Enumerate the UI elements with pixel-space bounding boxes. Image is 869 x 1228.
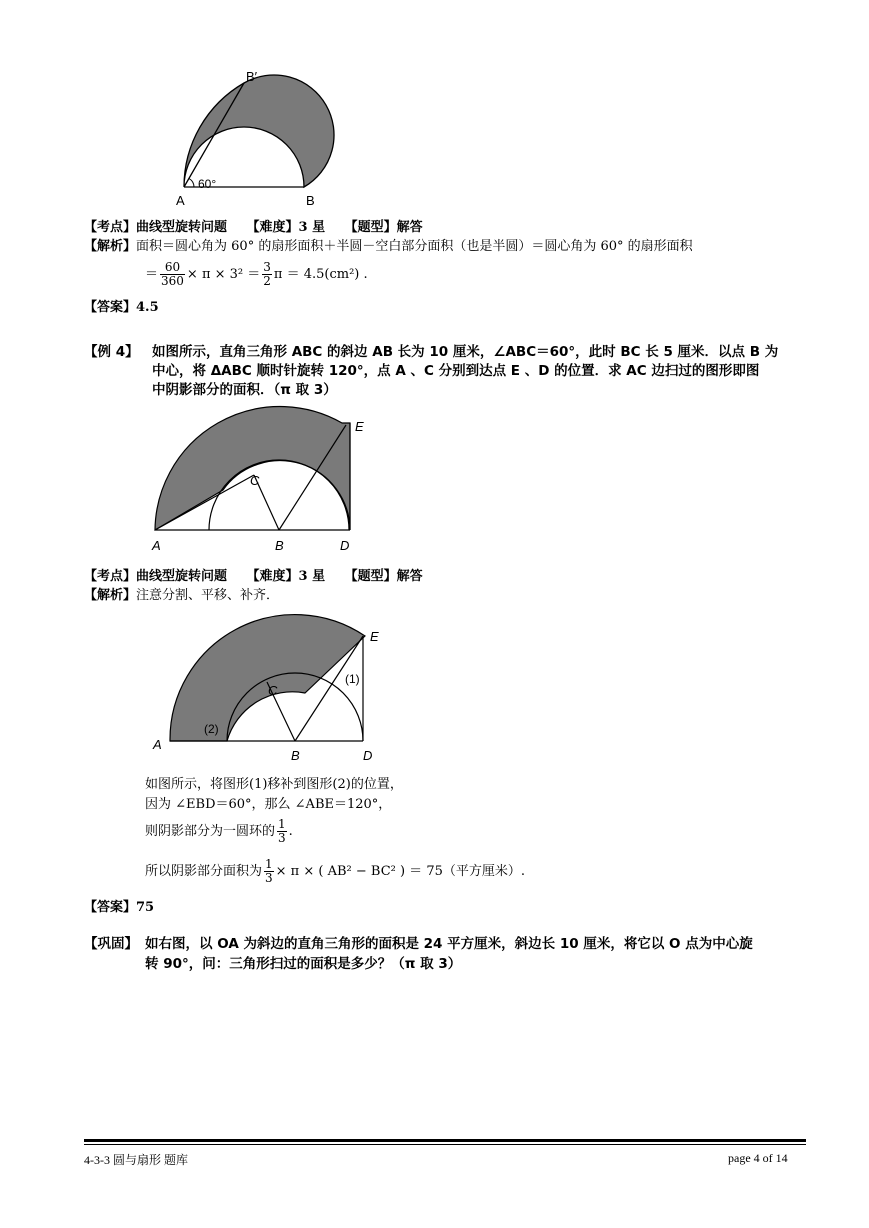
ex4-analysis-text: 注意分割、平移、补齐． xyxy=(136,588,280,603)
ex3-analysis xyxy=(84,239,693,255)
figure-1-shaded-region xyxy=(184,75,334,187)
ex3-calc-frac2-den: 2 xyxy=(263,274,271,288)
ex4-solution-line4 xyxy=(145,857,525,887)
ex3-calc-eq: ＝ xyxy=(145,267,159,282)
ex3-answer: 【答案】4.5 xyxy=(84,300,159,315)
footer-rule-thick xyxy=(84,1139,806,1142)
figure-3-label-b: B xyxy=(291,748,300,763)
figure-2-label-c: C xyxy=(250,473,260,488)
figure-3-label-2: (2) xyxy=(204,722,219,736)
figure-2-label-b: B xyxy=(275,538,284,553)
ex4-analysis xyxy=(84,588,279,604)
ex3-tags-line: 【考点】曲线型旋转问题 【难度】3 星 【题型】解答 xyxy=(84,220,423,235)
figure-2-label-d: D xyxy=(340,538,350,553)
ex4-solution-line3-text: 则阴影部分为一圆环的 xyxy=(145,824,276,839)
figure-2 xyxy=(140,405,380,555)
ex4-question-line2: 中心，将 ΔABC 顺时针旋转 120°，点 A 、C 分别到达点 E 、D 的位置．求 AC 边扫过的图形即图 xyxy=(152,363,760,379)
ex4-solution-line3-end: . xyxy=(288,824,293,839)
ex4-question-tag: 【例 4】 xyxy=(84,344,139,360)
ex4-solution-line3-frac xyxy=(277,818,287,845)
ex4-solution-line4-end: × π × ( AB² − BC² ) ＝ 75（平方厘米）. xyxy=(275,864,525,879)
ex3-calc-end: π ＝ 4.5(cm²) . xyxy=(273,267,368,282)
figure-1-line-ab-prime xyxy=(184,83,244,187)
ex4-solution-line1: 如图所示，将图形(1)移补到图形(2)的位置， xyxy=(145,777,403,792)
ex3-calc-frac2-num: 3 xyxy=(263,260,271,274)
ex4-analysis-tag: 【解析】 xyxy=(84,588,137,603)
ex4-question-line3: 中阴影部分的面积．（π 取 3） xyxy=(152,382,337,398)
ex4-solution-line4-frac-den: 3 xyxy=(265,871,273,885)
consolidate-line1: 如右图，以 OA 为斜边的直角三角形的面积是 24 平方厘米，斜边长 10 厘米，将它以 O 点为中心旋 xyxy=(145,936,753,952)
figure-2-label-a: A xyxy=(152,538,161,553)
ex3-calculation xyxy=(145,260,368,290)
ex4-solution-line3-frac-num: 1 xyxy=(278,817,286,831)
figure-2-shaded-region xyxy=(155,407,350,530)
ex4-answer: 【答案】75 xyxy=(84,900,155,915)
ex4-question-line1: 如图所示，直角三角形 ABC 的斜边 AB 长为 10 厘米，∠ABC＝60°，此时 BC 长 5 厘米．以点 B 为 xyxy=(152,344,779,360)
ex4-tags-line: 【考点】曲线型旋转问题 【难度】3 星 【题型】解答 xyxy=(84,569,423,584)
figure-3-label-d: D xyxy=(363,748,373,763)
ex3-calc-mid: × π × 3² ＝ xyxy=(186,267,261,282)
ex4-solution-line3 xyxy=(145,817,293,847)
ex3-calc-frac1-num: 60 xyxy=(160,261,185,275)
figure-3-label-1: (1) xyxy=(345,672,360,686)
figure-3-label-c: C xyxy=(268,683,278,698)
ex4-solution-line4-text: 所以阴影部分面积为 xyxy=(145,864,263,879)
figure-1-label-b-prime: B′ xyxy=(246,69,258,84)
figure-2-label-e: E xyxy=(355,419,364,434)
figure-3-label-a: A xyxy=(153,737,162,752)
figure-1 xyxy=(140,62,340,212)
figure-1-angle-mark xyxy=(189,179,194,188)
ex3-calc-frac1 xyxy=(160,261,185,288)
figure-1-label-a: A xyxy=(176,193,185,208)
ex4-solution-line4-frac xyxy=(264,858,274,885)
consolidate-line2: 转 90°，问：三角形扫过的面积是多少？（π 取 3） xyxy=(145,956,462,972)
ex4-solution-line3-frac-den: 3 xyxy=(278,831,286,845)
ex4-solution-line2: 因为 ∠EBD＝60°，那么 ∠ABE＝120°， xyxy=(145,797,392,812)
ex3-calc-frac1-den: 360 xyxy=(161,274,184,288)
ex3-analysis-tag: 【解析】 xyxy=(84,239,137,254)
figure-1-label-angle: 60° xyxy=(198,177,217,191)
footer-page-number: page 4 of 14 xyxy=(728,1151,788,1165)
ex3-calc-frac2 xyxy=(262,261,272,288)
footer-rule-thin xyxy=(84,1144,806,1145)
ex3-analysis-text: 面积＝圆心角为 60° 的扇形面积＋半圆－空白部分面积（也是半圆）＝圆心角为 60° 的扇形面积 xyxy=(136,239,693,254)
ex4-solution-line4-frac-num: 1 xyxy=(265,857,273,871)
figure-1-label-b: B xyxy=(306,193,315,208)
figure-3 xyxy=(145,612,385,767)
footer-left: 4-3-3 圆与扇形 题库 xyxy=(84,1153,188,1167)
consolidate-tag: 【巩固】 xyxy=(84,936,138,952)
figure-3-label-e: E xyxy=(370,629,379,644)
